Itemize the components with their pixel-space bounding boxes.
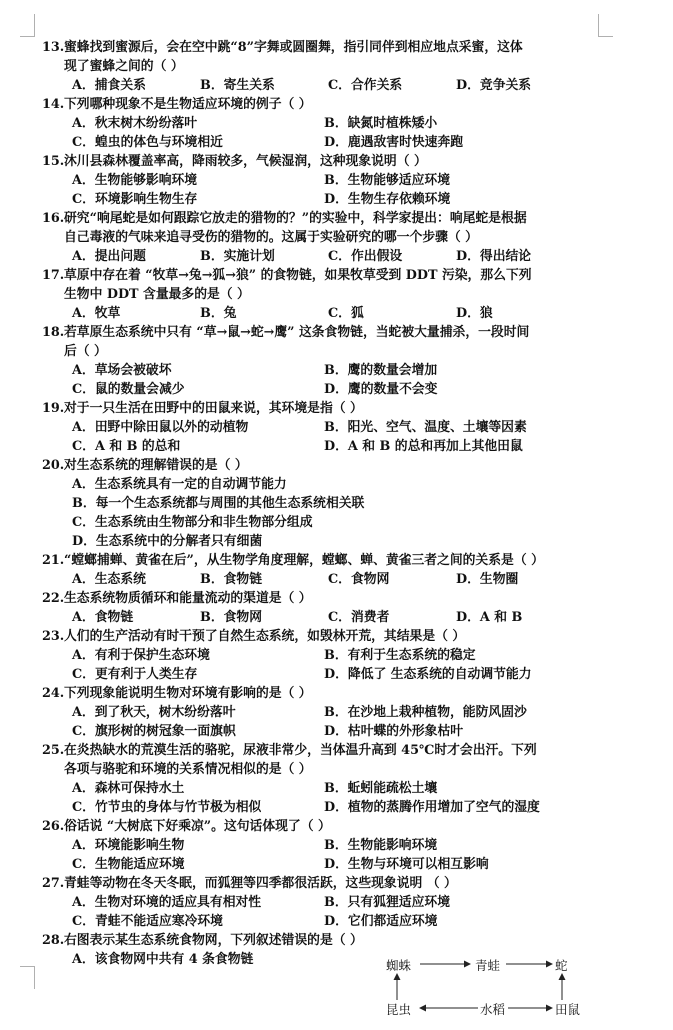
question-text: 右图表示某生态系统食物网，下列叙述错误的是（ ） [64, 933, 363, 948]
answer-option: D．生态系统中的分解者只有细菌 [72, 534, 263, 549]
question-1 [42, 95, 642, 152]
answer-option: A．森林可保持水土 [72, 781, 185, 796]
question-text: 在炎热缺水的荒漠生活的骆驼，尿液非常少，当体温升高到 45℃时才会出汗。下列 [64, 743, 537, 758]
option-row [42, 513, 642, 532]
question-text-continued: 现了蜜蜂之间的（ ） [64, 59, 184, 74]
answer-option: C．更有利于人类生存 [72, 667, 198, 682]
question-stem [42, 152, 642, 171]
answer-option: C．竹节虫的身体与竹节极为相似 [72, 800, 262, 815]
food-web-diagram [382, 950, 602, 1025]
option-row [42, 608, 642, 627]
question-text-continued: 自己毒液的气味来追寻受伤的猎物的。这属于实验研究的哪一个步骤（ ） [64, 230, 478, 245]
question-number: 15. [42, 154, 65, 169]
question-10 [42, 627, 642, 684]
question-number: 26. [42, 819, 65, 834]
question-text: 下列现象能说明生物对环境有影响的是（ ） [64, 686, 312, 701]
answer-option: A．草场会被破坏 [72, 363, 172, 378]
answer-option: D．生物与环境可以相互影响 [324, 857, 489, 872]
answer-option: A．环境能影响生物 [72, 838, 185, 853]
node-insect: 昆虫 [386, 1002, 412, 1017]
option-row [42, 855, 642, 874]
option-row [42, 646, 642, 665]
option-row [42, 304, 642, 323]
question-number: 17. [42, 268, 65, 283]
question-text: 人们的生产活动有时干预了自然生态系统，如毁林开荒，其结果是（ ） [64, 629, 466, 644]
question-number: 14. [42, 97, 65, 112]
answer-option: A．到了秋天，树木纷纷落叶 [72, 705, 236, 720]
answer-option: D．植物的蒸腾作用增加了空气的湿度 [324, 800, 540, 815]
answer-option: A．生态系统 [72, 572, 146, 587]
question-number: 16. [42, 211, 65, 226]
answer-option: B．寄生关系 [200, 78, 275, 93]
answer-option: A．生物对环境的适应具有相对性 [72, 895, 262, 910]
answer-option: D．竞争关系 [456, 78, 532, 93]
option-row [42, 114, 642, 133]
answer-option: C．鼠的数量会减少 [72, 382, 185, 397]
option-row [42, 418, 642, 437]
option-row [42, 836, 642, 855]
question-12 [42, 741, 642, 817]
answer-option: B．阳光、空气、温度、土壤等因素 [324, 420, 527, 435]
question-text: 蜜蜂找到蜜源后，会在空中跳“8”字舞或圆圈舞，指引同伴到相应地点采蜜，这体 [64, 40, 523, 55]
question-text: 生态系统物质循环和能量流动的渠道是（ ） [64, 591, 312, 606]
answer-option: B．只有狐狸适应环境 [324, 895, 450, 910]
answer-option: D．它们都适应环境 [324, 914, 438, 929]
answer-option: D．鹿遇敌害时快速奔跑 [324, 135, 464, 150]
question-stem [42, 209, 642, 228]
question-text-continued: 各项与骆驼和环境的关系情况相似的是（ ） [64, 762, 312, 777]
answer-option: B．蚯蚓能疏松土壤 [324, 781, 438, 796]
answer-option: A．生态系统具有一定的自动调节能力 [72, 477, 287, 492]
question-number: 22. [42, 591, 65, 606]
question-text: 青蛙等动物在冬天冬眠，而狐狸等四季都很活跃，这些现象说明 （ ） [64, 876, 457, 891]
answer-option: C．狐 [328, 306, 364, 321]
answer-option: A．捕食关系 [72, 78, 146, 93]
option-row [42, 570, 642, 589]
answer-option: C．生态系统由生物部分和非生物部分组成 [72, 515, 313, 530]
question-number: 27. [42, 876, 65, 891]
answer-option: A．秋末树木纷纷落叶 [72, 116, 198, 131]
answer-option: C．合作关系 [328, 78, 403, 93]
answer-option: C．环境影响生物生存 [72, 192, 198, 207]
answer-option: C．旗形树的树冠象一面旗帜 [72, 724, 236, 739]
question-stem [42, 266, 642, 285]
answer-option: A．食物链 [72, 610, 134, 625]
answer-option: A．提出问题 [72, 249, 146, 264]
answer-option: D．A 和 B [456, 610, 523, 625]
corner-mark-top-right [598, 14, 613, 37]
question-list [42, 38, 642, 969]
answer-option: C．作出假设 [328, 249, 403, 264]
question-stem [42, 627, 642, 646]
question-2 [42, 152, 642, 209]
question-number: 19. [42, 401, 65, 416]
option-row [42, 437, 642, 456]
option-row [42, 190, 642, 209]
option-row [42, 798, 642, 817]
question-text-continued: 生物中 DDT 含量最多的是（ ） [64, 287, 250, 302]
question-6 [42, 399, 642, 456]
answer-option: A．有利于保护生态环境 [72, 648, 210, 663]
answer-option: C．青蛙不能适应寒冷环境 [72, 914, 223, 929]
answer-option: B．食物网 [200, 610, 263, 625]
question-13 [42, 817, 642, 874]
answer-option: C．食物网 [328, 572, 390, 587]
answer-option: B．生物能够适应环境 [324, 173, 450, 188]
answer-option: D．生物生存依赖环境 [324, 192, 451, 207]
answer-option: B．鹰的数量会增加 [324, 363, 438, 378]
question-0 [42, 38, 642, 95]
option-row [42, 380, 642, 399]
question-number: 24. [42, 686, 65, 701]
question-number: 21. [42, 553, 65, 568]
question-stem [42, 399, 642, 418]
answer-option: B．食物链 [200, 572, 263, 587]
answer-option: D．A 和 B 的总和再加上其他田鼠 [324, 439, 523, 454]
question-stem [42, 817, 642, 836]
question-stem [42, 456, 642, 475]
question-text: 草原中存在着 “牧草→兔→狐→狼” 的食物链，如果牧草受到 DDT 污染，那么下列 [64, 268, 532, 283]
option-row [42, 494, 642, 513]
answer-option: C．蝗虫的体色与环境相近 [72, 135, 223, 150]
option-row [42, 703, 642, 722]
option-row [42, 665, 642, 684]
answer-option: D．生物圈 [456, 572, 519, 587]
answer-option: A．生物能够影响环境 [72, 173, 198, 188]
node-rice: 水稻 [480, 1002, 506, 1017]
corner-mark-bottom-left [20, 966, 35, 989]
option-row [42, 247, 642, 266]
answer-option: D．鹰的数量不会变 [324, 382, 438, 397]
question-number: 23. [42, 629, 65, 644]
question-text: 下列哪种现象不是生物适应环境的例子（ ） [64, 97, 312, 112]
question-stem [42, 684, 642, 703]
option-row [42, 171, 642, 190]
answer-option: B．生物能影响环境 [324, 838, 438, 853]
answer-option: D．枯叶蝶的外形象枯叶 [324, 724, 464, 739]
question-text: 俗话说 “大树底下好乘凉”。这句话体现了（ ） [64, 819, 331, 834]
answer-option: D．狼 [456, 306, 493, 321]
question-number: 20. [42, 458, 65, 473]
option-row [42, 532, 642, 551]
answer-option: A．田野中除田鼠以外的动植物 [72, 420, 249, 435]
answer-option: B．实施计划 [200, 249, 275, 264]
question-text: 对于一只生活在田野中的田鼠来说，其环境是指（ ） [64, 401, 363, 416]
question-stem [42, 931, 642, 950]
question-text-continued: 后（ ） [64, 344, 107, 359]
option-row [42, 361, 642, 380]
question-text: 沐川县森林覆盖率高，降雨较多，气候湿润，这种现象说明（ ） [64, 154, 427, 169]
question-stem [42, 323, 642, 342]
question-stem [42, 95, 642, 114]
option-row [42, 133, 642, 152]
answer-option: A．牧草 [72, 306, 121, 321]
question-stem [42, 874, 642, 893]
node-spider: 蜘蛛 [386, 958, 412, 973]
question-11 [42, 684, 642, 741]
question-8 [42, 551, 642, 589]
corner-mark-top-left [20, 14, 35, 37]
option-row [42, 76, 642, 95]
option-row [42, 912, 642, 931]
question-9 [42, 589, 642, 627]
question-number: 13. [42, 40, 65, 55]
answer-option: B．兔 [200, 306, 237, 321]
question-text: 研究“响尾蛇是如何跟踪它放走的猎物的？”的实验中，科学家提出：响尾蛇是根据 [64, 211, 527, 226]
question-14 [42, 874, 642, 931]
question-stem [42, 589, 642, 608]
question-number: 25. [42, 743, 65, 758]
question-number: 28. [42, 933, 65, 948]
question-number: 18. [42, 325, 65, 340]
question-text: 若草原生态系统中只有 “草→鼠→蛇→鹰” 这条食物链，当蛇被大量捕杀，一段时间 [64, 325, 530, 340]
answer-option: C．A 和 B 的总和 [72, 439, 181, 454]
option-row [42, 475, 642, 494]
option-row [42, 779, 642, 798]
question-4 [42, 266, 642, 323]
question-text: “螳螂捕蝉、黄雀在后”，从生物学角度理解，螳螂、蝉、黄雀三者之间的关系是（ ） [64, 553, 544, 568]
node-vole: 田鼠 [555, 1002, 581, 1017]
node-frog: 青蛙 [475, 958, 501, 973]
question-7 [42, 456, 642, 551]
question-5 [42, 323, 642, 399]
answer-option: B．缺氮时植株矮小 [324, 116, 438, 131]
answer-option: C．生物能适应环境 [72, 857, 185, 872]
answer-option: C．消费者 [328, 610, 390, 625]
question-stem [42, 38, 642, 57]
option-row [42, 893, 642, 912]
answer-option: D．降低了 生态系统的自动调节能力 [324, 667, 532, 682]
option-row [42, 722, 642, 741]
answer-option: D．得出结论 [456, 249, 532, 264]
question-3 [42, 209, 642, 266]
question-stem [42, 741, 642, 760]
answer-option: B．在沙地上栽种植物，能防风固沙 [324, 705, 527, 720]
node-snake: 蛇 [555, 958, 568, 973]
question-text: 对生态系统的理解错误的是（ ） [64, 458, 248, 473]
answer-option: B．有利于生态系统的稳定 [324, 648, 476, 663]
question-stem [42, 551, 642, 570]
answer-option: A．该食物网中共有 4 条食物链 [72, 952, 254, 967]
answer-option: B．每一个生态系统都与周围的其他生态系统相关联 [72, 496, 365, 511]
